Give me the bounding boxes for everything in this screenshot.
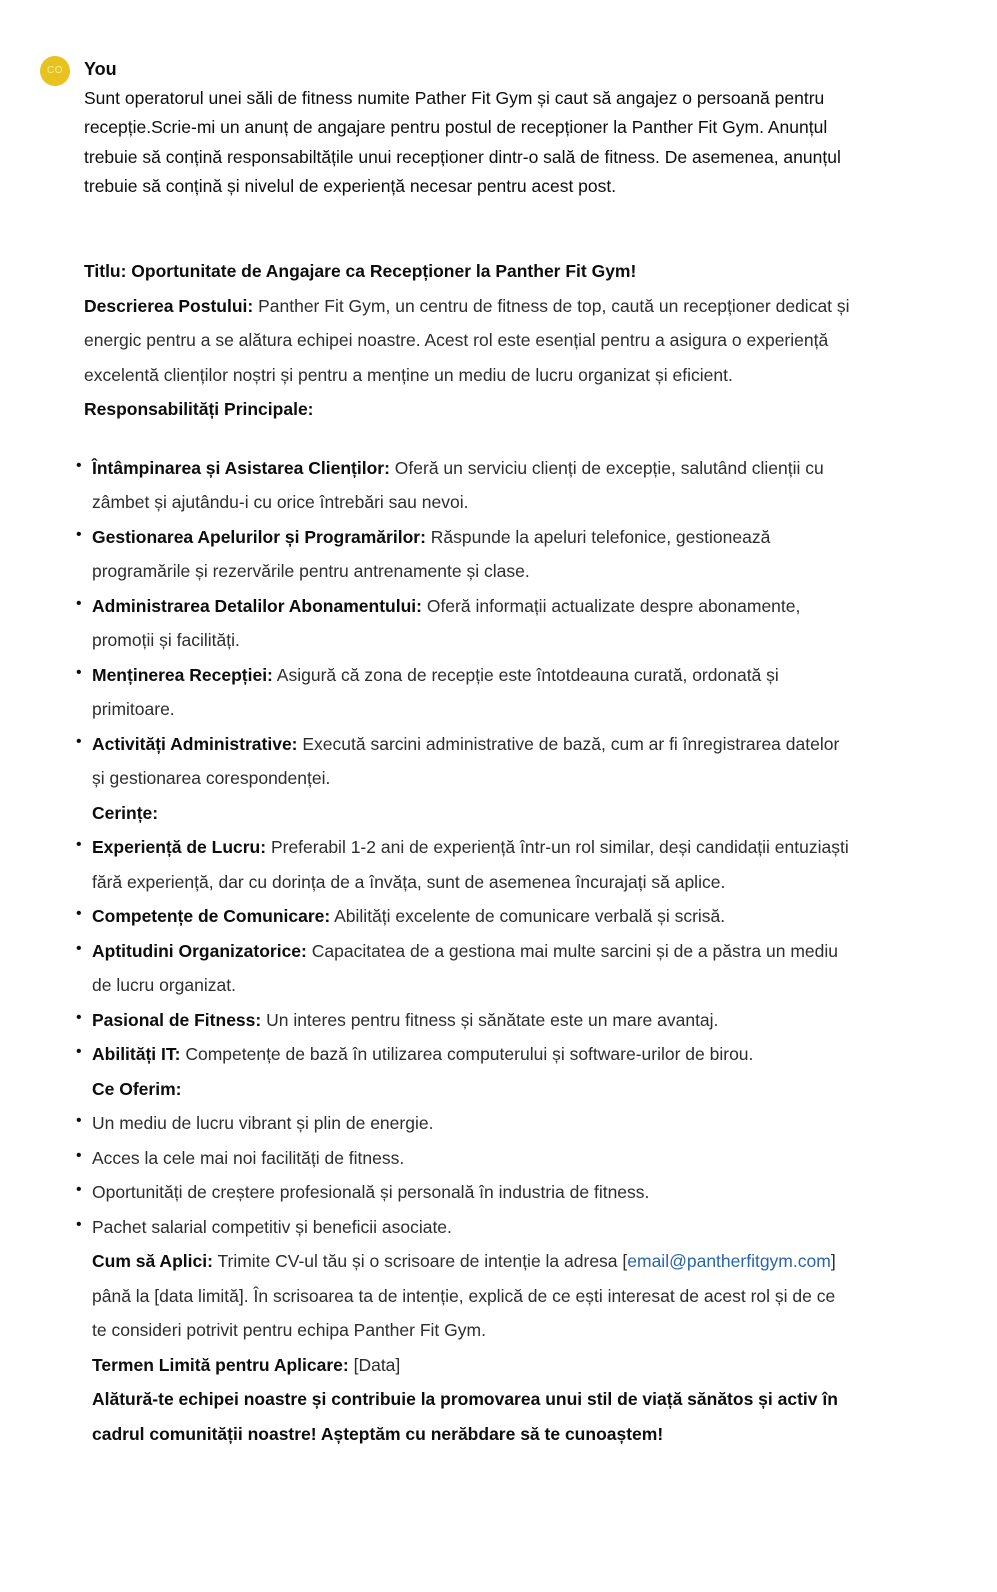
closing-statement: Alătură-te echipei noastre și contribuie la promovarea unui stil de viață sănătos și activ în cadrul comunității noastre! Așteptăm cu nerăbdare să te cunoaștem! bbox=[92, 1389, 838, 1444]
list-item: • Activități Administrative: Execută sarcini administrative de bază, cum ar fi înregistrarea datelor și gestionarea corespondenței. bbox=[92, 727, 854, 796]
list-item: • Întâmpinarea și Asistarea Clienților: Oferă un serviciu clienți de excepție, salutând clienții cu zâmbet și ajutându-i cu orice întrebări sau nevoi. bbox=[92, 451, 854, 520]
list-item: • Acces la cele mai noi facilități de fitness. bbox=[92, 1141, 854, 1176]
offer-heading: Ce Oferim: bbox=[92, 1078, 182, 1099]
user-prompt: Sunt operatorul unei săli de fitness numite Pather Fit Gym și caut să angajez o persoană pentru recepție.Scrie-mi un anunț de angajare pentru postul de recepționer la Panther Fit Gym. Anunțul trebuie să conțină responsabiltățile unui recepționer dintr-o sală de fitness. De asemenea, anunțul trebuie să conțină și nivelul de experiență necesar pentru acest post. bbox=[84, 88, 841, 197]
requirements-list bbox=[84, 830, 854, 1072]
list-item: • Experiență de Lucru: Preferabil 1-2 ani de experiență într-un rol similar, deși candidații entuziaști fără experiență, dar cu dorința de a învăța, sunt de asemenea încurajați să aplice. bbox=[92, 830, 854, 899]
list-item: • Oportunități de creștere profesională și personală în industria de fitness. bbox=[92, 1175, 854, 1210]
offers-list bbox=[84, 1106, 854, 1244]
list-item: • Abilități IT: Competențe de bază în utilizarea computerului și software-urilor de birou. bbox=[92, 1037, 854, 1072]
responsibilities-list bbox=[84, 451, 854, 796]
assistant-reply bbox=[84, 254, 854, 1451]
list-item: • Gestionarea Apelurilor și Programărilor: Răspunde la apeluri telefonice, gestionează programările și rezervările pentru antrenamente și clase. bbox=[92, 520, 854, 589]
job-description: Descrierea Postului: Panther Fit Gym, un centru de fitness de top, caută un recepționer dedicat și energic pentru a se alătura echipei noastre. Acest rol este esențial pentru a asigura o experiență excelentă clienților noștri și pentru a menține un mediu de lucru organizat și eficient. bbox=[84, 295, 850, 385]
application-deadline: Termen Limită pentru Aplicare: [Data] bbox=[92, 1354, 401, 1375]
list-item: • Pasional de Fitness: Un interes pentru fitness și sănătate este un mare avantaj. bbox=[92, 1003, 854, 1038]
responsibilities-heading: Responsabilități Principale: bbox=[84, 399, 314, 419]
list-item: • Competențe de Comunicare: Abilități excelente de comunicare verbală și scrisă. bbox=[92, 899, 854, 934]
list-item: • Menținerea Recepției: Asigură că zona de recepție este întotdeauna curată, ordonată și primitoare. bbox=[92, 658, 854, 727]
list-item: • Aptitudini Organizatorice: Capacitatea de a gestiona mai multe sarcini și de a păstra un mediu de lucru organizat. bbox=[92, 934, 854, 1003]
reply-title: Titlu: Oportunitate de Angajare ca Recepționer la Panther Fit Gym! bbox=[84, 261, 637, 281]
message-author: You bbox=[84, 59, 117, 79]
list-item: • Pachet salarial competitiv și beneficii asociate. bbox=[92, 1210, 854, 1245]
user-avatar: CO bbox=[40, 56, 70, 86]
how-to-apply: Cum să Aplici: Trimite CV-ul tău și o scrisoare de intenție la adresa [email@pantherfitgym.com] până la [data limită]. În scrisoarea ta de intenție, explică de ce ești interesat de acest rol și de ce te consideri potrivit pentru echipa Panther Fit Gym. bbox=[92, 1251, 836, 1340]
requirements-heading: Cerințe: bbox=[92, 802, 159, 823]
email-link[interactable]: email@pantherfitgym.com bbox=[627, 1251, 831, 1271]
list-item: • Administrarea Detalilor Abonamentului: Oferă informații actualizate despre abonamente, promoții și facilități. bbox=[92, 589, 854, 658]
list-item: • Un mediu de lucru vibrant și plin de energie. bbox=[92, 1106, 854, 1141]
